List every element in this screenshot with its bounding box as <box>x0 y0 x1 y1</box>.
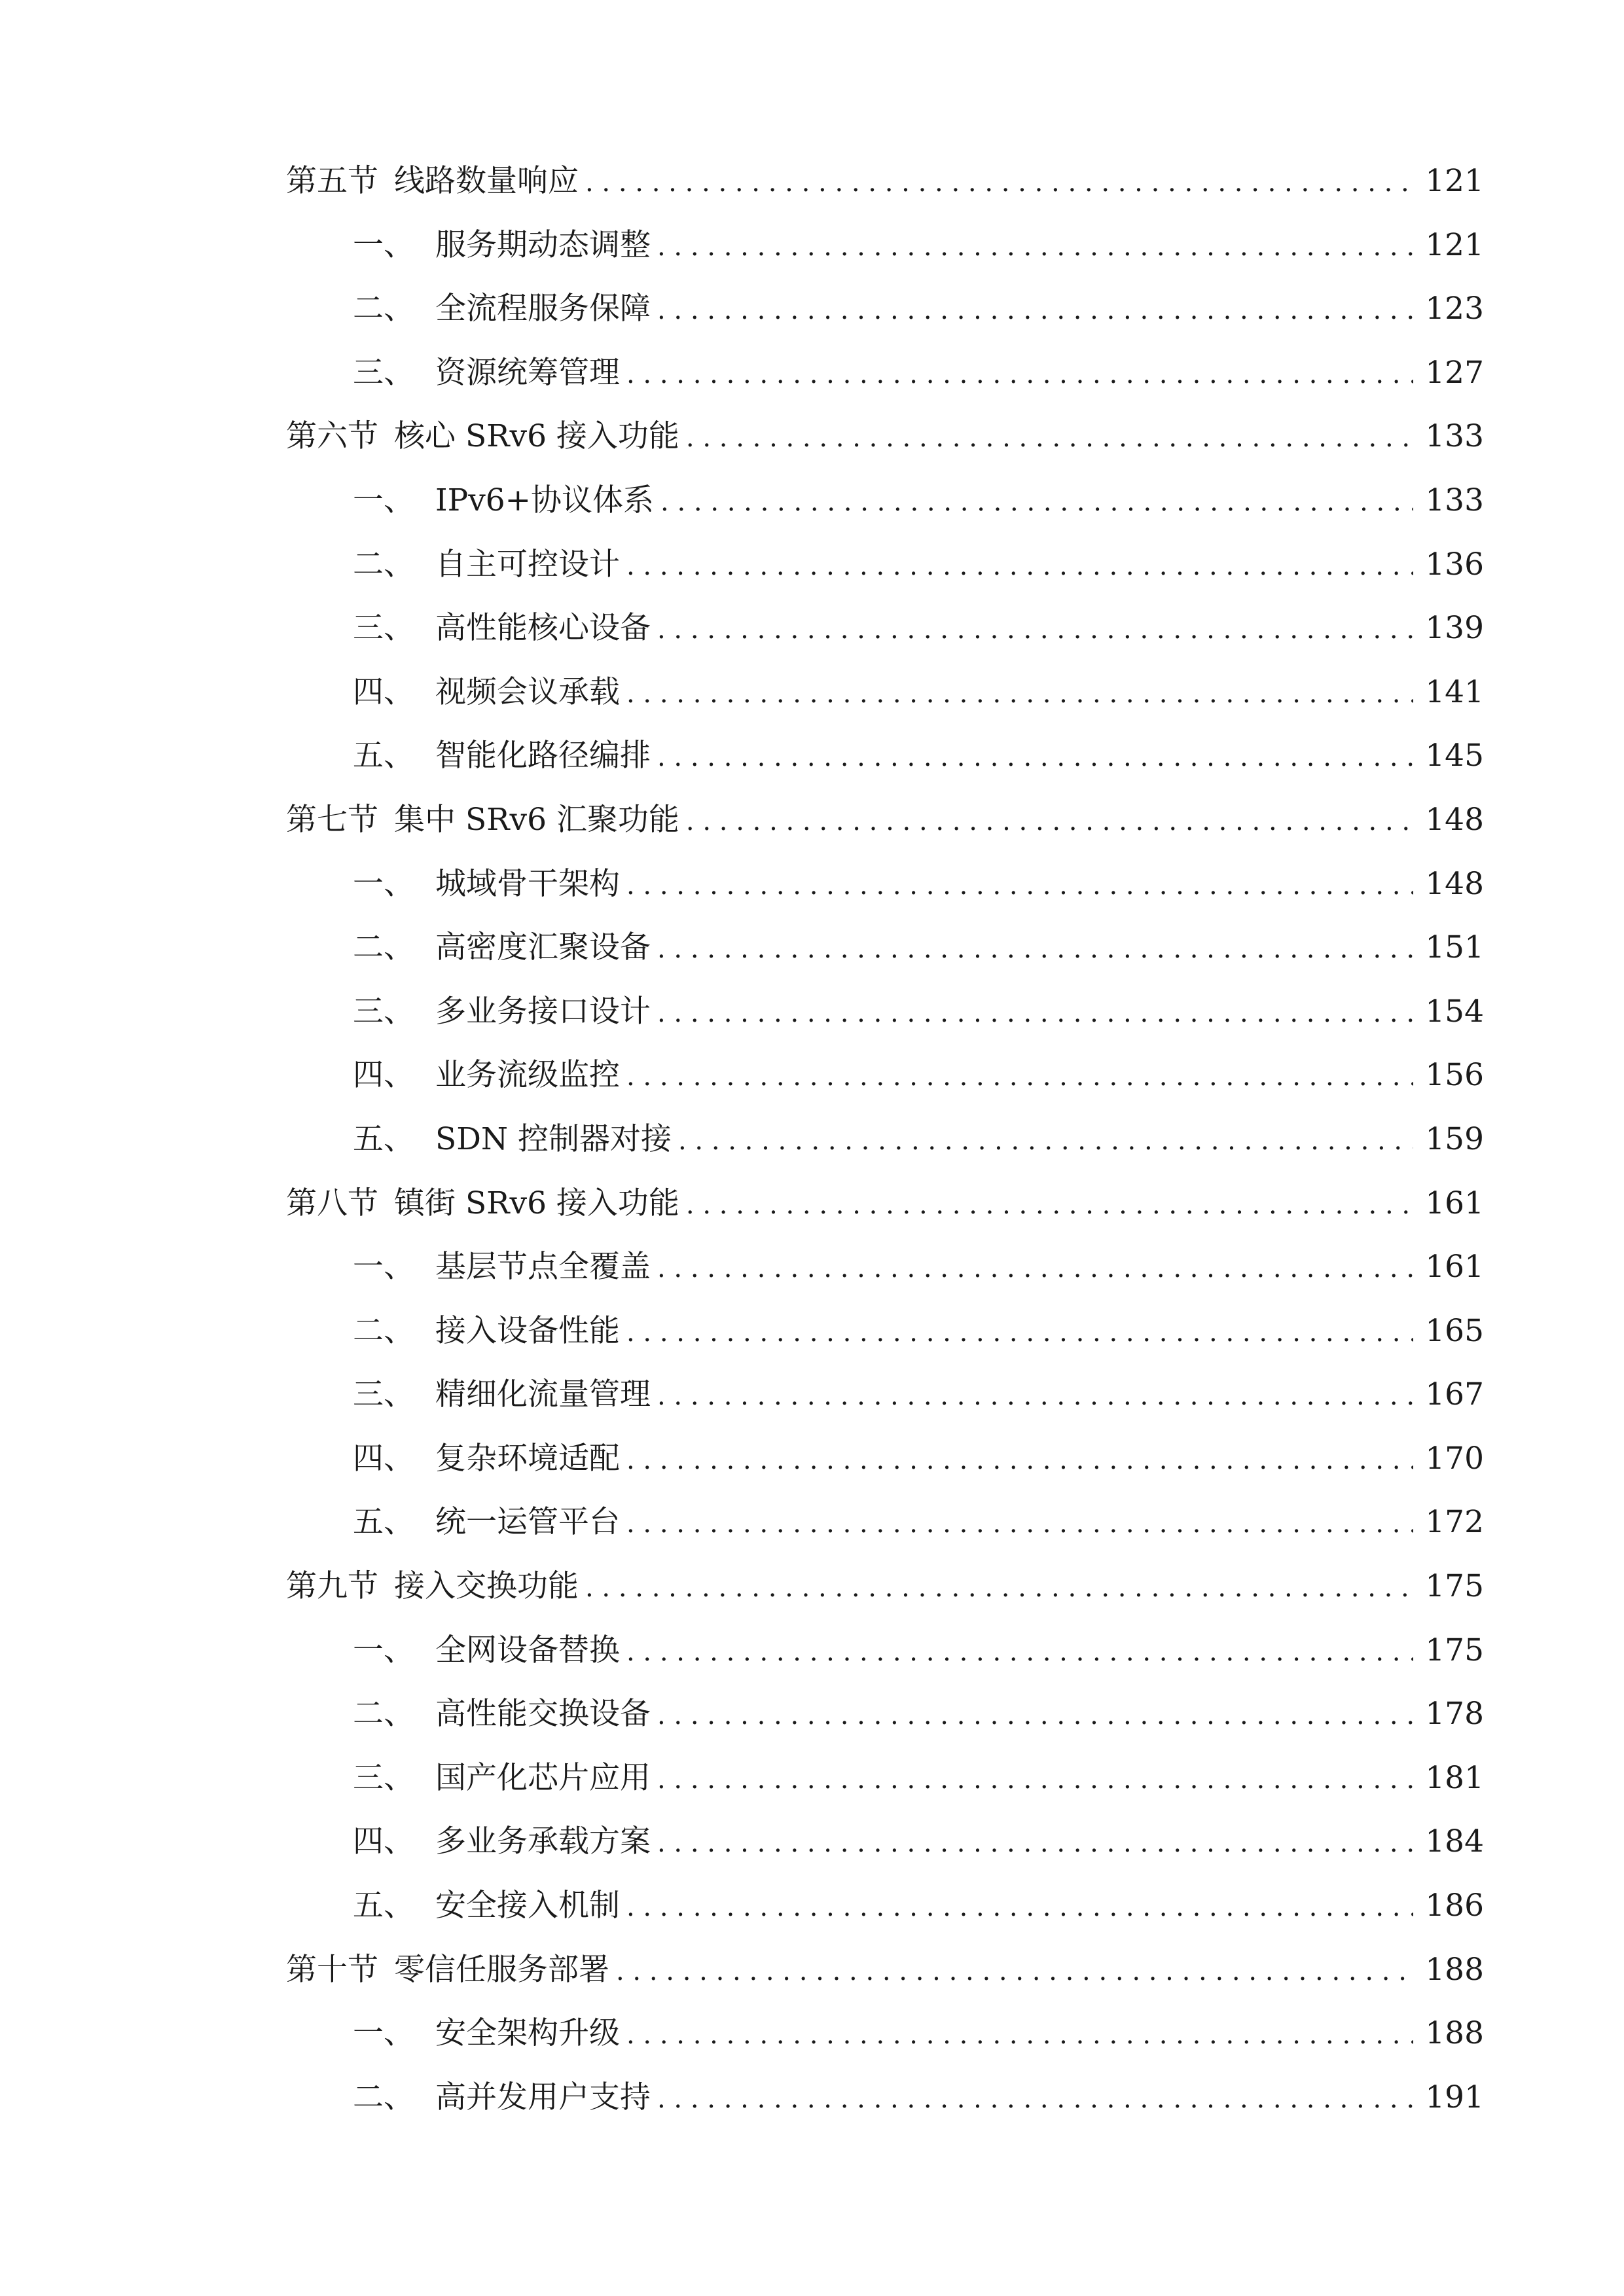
dot-leader <box>660 471 1413 535</box>
toc-entry-number: 二、 <box>353 291 414 327</box>
toc-section-entry[interactable] <box>286 1938 1484 2002</box>
toc-entry-title: 线路数量响应 <box>394 163 579 199</box>
toc-entry-label <box>286 1363 651 1427</box>
toc-page-number: 181 <box>1425 1759 1484 1796</box>
toc-entry-label <box>286 724 651 788</box>
toc-page-number: 123 <box>1425 291 1484 327</box>
toc-entry-title: IPv6+协议体系 <box>435 482 655 518</box>
dot-leader <box>626 1301 1413 1365</box>
toc-entry-label <box>286 2001 620 2066</box>
dot-leader <box>626 662 1413 726</box>
toc-section-entry[interactable] <box>286 149 1484 213</box>
toc-entry-title: 基层节点全覆盖 <box>435 1249 651 1285</box>
toc-page-number: 139 <box>1425 610 1484 647</box>
toc-page-number: 159 <box>1425 1121 1484 1157</box>
toc-section-entry[interactable] <box>286 1172 1484 1236</box>
toc-entry-number: 四、 <box>353 1057 414 1094</box>
toc-entry-number: 第八节 <box>286 1185 378 1221</box>
toc-subsection-entry[interactable] <box>286 2001 1484 2066</box>
toc-entry-label <box>286 1874 620 1938</box>
dot-leader <box>657 1365 1413 1429</box>
toc-entry-label <box>286 1172 679 1236</box>
toc-subsection-entry[interactable] <box>286 1107 1484 1172</box>
toc-page-number: 188 <box>1425 1951 1484 1988</box>
toc-entry-number: 第七节 <box>286 801 378 838</box>
toc-subsection-entry[interactable] <box>286 1810 1484 1874</box>
toc-entry-number: 三、 <box>353 993 414 1030</box>
toc-entry-number: 三、 <box>353 1376 414 1413</box>
dot-leader <box>678 1109 1413 1174</box>
toc-section-entry[interactable] <box>286 404 1484 469</box>
dot-leader <box>626 2003 1413 2068</box>
toc-page-number: 145 <box>1425 738 1484 774</box>
toc-entry-title: 高性能核心设备 <box>435 610 651 647</box>
toc-page-number: 154 <box>1425 993 1484 1030</box>
toc-entry-number: 二、 <box>353 929 414 966</box>
toc-entry-number: 五、 <box>353 1121 414 1157</box>
toc-entry-label <box>286 213 651 278</box>
toc-entry-label <box>286 788 679 852</box>
toc-section-entry[interactable] <box>286 1554 1484 1619</box>
toc-entry-title: 高密度汇聚设备 <box>435 929 651 966</box>
toc-entry-label <box>286 596 651 660</box>
toc-page-number: 184 <box>1425 1823 1484 1860</box>
toc-page-number: 175 <box>1425 1568 1484 1605</box>
toc-entry-label <box>286 1043 620 1107</box>
toc-subsection-entry[interactable] <box>286 1043 1484 1107</box>
toc-subsection-entry[interactable] <box>286 596 1484 660</box>
toc-entry-number: 五、 <box>353 1888 414 1924</box>
toc-entry-label <box>286 341 620 405</box>
toc-entry-label <box>286 1938 609 2002</box>
toc-page-number: 141 <box>1425 673 1484 710</box>
toc-entry-label <box>286 1490 620 1554</box>
toc-subsection-entry[interactable] <box>286 533 1484 597</box>
toc-entry-label <box>286 852 620 916</box>
dot-leader <box>616 1940 1413 2004</box>
toc-page-number: 121 <box>1425 163 1484 199</box>
toc-entry-number: 第九节 <box>286 1568 378 1605</box>
dot-leader <box>657 1748 1413 1812</box>
toc-entry-title: 镇街 SRv6 接入功能 <box>394 1185 679 1221</box>
toc-entry-title: 全流程服务保障 <box>435 291 651 327</box>
toc-entry-label <box>286 1682 651 1746</box>
toc-entry-title: 城域骨干架构 <box>435 865 620 902</box>
toc-entry-label <box>286 1554 579 1619</box>
toc-entry-title: 统一运管平台 <box>435 1504 620 1541</box>
dot-leader <box>657 1237 1413 1301</box>
toc-entry-number: 二、 <box>353 546 414 583</box>
toc-entry-label <box>286 533 620 597</box>
dot-leader <box>657 1812 1413 1876</box>
toc-page-number: 191 <box>1425 2079 1484 2115</box>
toc-entry-number: 二、 <box>353 2079 414 2115</box>
toc-subsection-entry[interactable] <box>286 469 1484 533</box>
toc-entry-number: 四、 <box>353 1440 414 1477</box>
toc-entry-number: 五、 <box>353 1504 414 1541</box>
toc-subsection-entry[interactable] <box>286 213 1484 278</box>
toc-entry-number: 四、 <box>353 673 414 710</box>
toc-entry-title: 智能化路径编排 <box>435 738 651 774</box>
toc-page-number: 133 <box>1425 482 1484 518</box>
toc-entry-label <box>286 1235 651 1299</box>
toc-entry-number: 第六节 <box>286 418 378 455</box>
toc-entry-number: 一、 <box>353 2015 414 2052</box>
toc-entry-title: 核心 SRv6 接入功能 <box>394 418 679 455</box>
toc-subsection-entry[interactable] <box>286 1363 1484 1427</box>
toc-entry-label <box>286 916 651 980</box>
toc-subsection-entry[interactable] <box>286 1682 1484 1746</box>
dot-leader <box>585 1556 1413 1621</box>
toc-entry-number: 二、 <box>353 1696 414 1732</box>
toc-subsection-entry[interactable] <box>286 1299 1484 1363</box>
toc-page-number: 175 <box>1425 1632 1484 1668</box>
toc-entry-title: 业务流级监控 <box>435 1057 620 1094</box>
toc-entry-title: 接入设备性能 <box>435 1312 620 1349</box>
dot-leader <box>657 2068 1413 2132</box>
toc-subsection-entry[interactable] <box>286 1746 1484 1810</box>
dot-leader <box>626 1876 1413 1940</box>
toc-page-number: 186 <box>1425 1888 1484 1924</box>
toc-page-number: 136 <box>1425 546 1484 583</box>
toc-entry-label <box>286 277 651 341</box>
dot-leader <box>657 982 1413 1046</box>
toc-entry-title: 精细化流量管理 <box>435 1376 651 1413</box>
toc-entry-label <box>286 1107 672 1172</box>
toc-subsection-entry[interactable] <box>286 852 1484 916</box>
toc-entry-number: 三、 <box>353 610 414 647</box>
toc-subsection-entry[interactable] <box>286 724 1484 788</box>
toc-page-number: 148 <box>1425 801 1484 838</box>
toc-subsection-entry[interactable] <box>286 2066 1484 2130</box>
toc-entry-title: 安全架构升级 <box>435 2015 620 2052</box>
toc-page-number: 161 <box>1425 1249 1484 1285</box>
toc-entry-title: 安全接入机制 <box>435 1888 620 1924</box>
toc-page-number: 172 <box>1425 1504 1484 1541</box>
toc-entry-number: 三、 <box>353 354 414 391</box>
toc-entry-number: 第十节 <box>286 1951 378 1988</box>
toc-subsection-entry[interactable] <box>286 1874 1484 1938</box>
toc-entry-number: 一、 <box>353 1632 414 1668</box>
toc-page-number: 148 <box>1425 865 1484 902</box>
toc-subsection-entry[interactable] <box>286 1235 1484 1299</box>
toc-page-number: 178 <box>1425 1696 1484 1732</box>
toc-subsection-entry[interactable] <box>286 277 1484 341</box>
toc-entry-title: SDN 控制器对接 <box>435 1121 672 1157</box>
toc-subsection-entry[interactable] <box>286 1490 1484 1554</box>
dot-leader <box>626 1429 1413 1493</box>
dot-leader <box>626 1492 1413 1556</box>
dot-leader <box>657 215 1413 279</box>
toc-entry-number: 五、 <box>353 738 414 774</box>
toc-page-number: 161 <box>1425 1185 1484 1221</box>
toc-entry-title: 集中 SRv6 汇聚功能 <box>394 801 679 838</box>
dot-leader <box>626 854 1413 918</box>
toc-entry-number: 一、 <box>353 482 414 518</box>
toc-entry-title: 全网设备替换 <box>435 1632 620 1668</box>
toc-entry-number: 一、 <box>353 226 414 263</box>
toc-entry-number: 四、 <box>353 1823 414 1860</box>
toc-page-number: 170 <box>1425 1440 1484 1477</box>
toc-entry-label <box>286 1746 651 1810</box>
toc-entry-title: 高并发用户支持 <box>435 2079 651 2115</box>
toc-subsection-entry[interactable] <box>286 1619 1484 1683</box>
toc-entry-label <box>286 1810 651 1874</box>
toc-page-number: 165 <box>1425 1312 1484 1349</box>
dot-leader <box>686 1174 1413 1238</box>
dot-leader <box>626 1621 1413 1685</box>
toc-entry-title: 视频会议承载 <box>435 673 620 710</box>
dot-leader <box>657 726 1413 790</box>
toc-entry-label <box>286 2066 651 2130</box>
toc-entry-title: 高性能交换设备 <box>435 1696 651 1732</box>
toc-entry-number: 一、 <box>353 865 414 902</box>
toc-section-entry[interactable] <box>286 788 1484 852</box>
toc-subsection-entry[interactable] <box>286 980 1484 1044</box>
toc-entry-title: 零信任服务部署 <box>394 1951 609 1988</box>
toc-entry-label <box>286 404 679 469</box>
toc-entry-number: 三、 <box>353 1759 414 1796</box>
toc-page-number: 127 <box>1425 354 1484 391</box>
toc-entry-title: 资源统筹管理 <box>435 354 620 391</box>
toc-entry-number: 第五节 <box>286 163 378 199</box>
toc-entry-title: 多业务承载方案 <box>435 1823 651 1860</box>
toc-entry-label <box>286 660 620 725</box>
toc-entry-title: 服务期动态调整 <box>435 226 651 263</box>
toc-entry-title: 多业务接口设计 <box>435 993 651 1030</box>
dot-leader <box>626 535 1413 599</box>
dot-leader <box>626 1045 1413 1109</box>
toc-page-number: 156 <box>1425 1057 1484 1094</box>
toc-subsection-entry[interactable] <box>286 660 1484 725</box>
toc-entry-title: 接入交换功能 <box>394 1568 579 1605</box>
toc-entry-title: 国产化芯片应用 <box>435 1759 651 1796</box>
toc-page-number: 188 <box>1425 2015 1484 2052</box>
toc-page-number: 121 <box>1425 226 1484 263</box>
toc-entry-label <box>286 149 579 213</box>
toc-page-number: 133 <box>1425 418 1484 455</box>
toc-entry-title: 复杂环境适配 <box>435 1440 620 1477</box>
toc-entry-label <box>286 1427 620 1491</box>
toc-entry-number: 二、 <box>353 1312 414 1349</box>
toc-entry-title: 自主可控设计 <box>435 546 620 583</box>
dot-leader <box>657 279 1413 343</box>
toc-entry-label <box>286 1299 620 1363</box>
toc-subsection-entry[interactable] <box>286 1427 1484 1491</box>
toc-entry-label <box>286 469 654 533</box>
dot-leader <box>657 1684 1413 1748</box>
toc-entry-number: 一、 <box>353 1249 414 1285</box>
table-of-contents <box>286 149 1484 2129</box>
toc-subsection-entry[interactable] <box>286 916 1484 980</box>
dot-leader <box>686 406 1413 471</box>
toc-subsection-entry[interactable] <box>286 341 1484 405</box>
dot-leader <box>686 790 1413 854</box>
dot-leader <box>657 918 1413 982</box>
toc-page-number: 167 <box>1425 1376 1484 1413</box>
dot-leader <box>626 343 1413 407</box>
toc-entry-label <box>286 980 651 1044</box>
toc-page-number: 151 <box>1425 929 1484 966</box>
dot-leader <box>585 151 1413 215</box>
toc-entry-label <box>286 1619 620 1683</box>
dot-leader <box>657 598 1413 662</box>
